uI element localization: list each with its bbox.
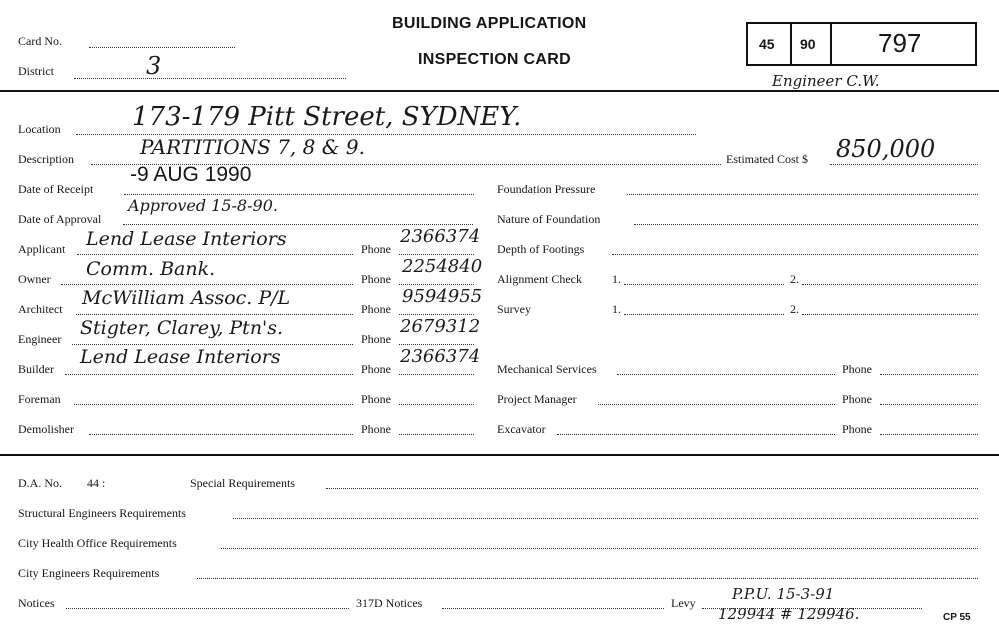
- mechanical-phone-label: Phone: [842, 362, 872, 376]
- alignment-check-1-label: 1.: [612, 272, 621, 286]
- location-value: 173-179 Pitt Street, SYDNEY.: [132, 102, 522, 132]
- architect-value: McWilliam Assoc. P/L: [82, 287, 291, 309]
- owner-phone-value: 2254840: [402, 256, 483, 277]
- excavator-line: [557, 434, 835, 435]
- title-line-2: INSPECTION CARD: [418, 51, 571, 68]
- foreman-phone-label: Phone: [361, 392, 391, 406]
- applicant-value: Lend Lease Interiors: [86, 228, 287, 250]
- form-code: CP 55: [943, 612, 971, 623]
- number-box-a-value: 45: [759, 36, 775, 52]
- city-engineers-line: [197, 578, 978, 579]
- city-health-label: City Health Office Requirements: [18, 536, 177, 550]
- builder-value: Lend Lease Interiors: [80, 346, 281, 368]
- architect-label: Architect: [18, 302, 63, 316]
- engineer-phone-line: [399, 344, 474, 345]
- builder-phone-label: Phone: [361, 362, 391, 376]
- alignment-check-1-line: [624, 284, 784, 285]
- number-box-c: [830, 22, 977, 66]
- structural-engineers-label: Structural Engineers Requirements: [18, 506, 186, 520]
- depth-footings-line: [612, 254, 978, 255]
- foreman-line: [74, 404, 353, 405]
- description-value: PARTITIONS 7, 8 & 9.: [140, 135, 365, 159]
- number-box-b-value: 90: [800, 36, 816, 52]
- levy-numbers: 129944 # 129946.: [718, 605, 860, 623]
- project-manager-line: [598, 404, 835, 405]
- levy-label: Levy: [671, 596, 696, 610]
- title-line-1: BUILDING APPLICATION: [392, 15, 587, 32]
- district-label: District: [18, 64, 54, 78]
- foundation-pressure-label: Foundation Pressure: [497, 182, 596, 196]
- date-receipt-label: Date of Receipt: [18, 182, 94, 196]
- survey-1-line: [624, 314, 784, 315]
- estimated-cost-value: 850,000: [836, 135, 936, 163]
- applicant-line: [77, 254, 353, 255]
- architect-phone-value: 9594955: [402, 286, 483, 307]
- project-manager-phone-line: [880, 404, 978, 405]
- mechanical-line: [617, 374, 835, 375]
- alignment-check-label: Alignment Check: [497, 272, 582, 286]
- section-divider: [0, 454, 999, 456]
- date-approval-label: Date of Approval: [18, 212, 102, 226]
- foreman-label: Foreman: [18, 392, 61, 406]
- description-label: Description: [18, 152, 74, 166]
- header-divider: [0, 90, 999, 92]
- owner-value: Comm. Bank.: [86, 258, 216, 280]
- architect-line: [76, 314, 353, 315]
- date-approval-line: [123, 224, 473, 225]
- engineer-label: Engineer: [18, 332, 62, 346]
- district-value: 3: [146, 52, 162, 80]
- architect-phone-label: Phone: [361, 302, 391, 316]
- applicant-phone-value: 2366374: [400, 226, 481, 247]
- builder-phone-value: 2366374: [400, 346, 481, 367]
- excavator-label: Excavator: [497, 422, 546, 436]
- district-line: [74, 78, 346, 79]
- notices-label: Notices: [18, 596, 55, 610]
- city-engineers-label: City Engineers Requirements: [18, 566, 160, 580]
- notices-317d-line: [442, 608, 664, 609]
- special-requirements-label: Special Requirements: [190, 476, 295, 490]
- owner-line: [61, 284, 353, 285]
- applicant-phone-label: Phone: [361, 242, 391, 256]
- owner-label: Owner: [18, 272, 51, 286]
- date-receipt-line: [124, 194, 474, 195]
- survey-2-label: 2.: [790, 302, 799, 316]
- number-box-a: [746, 22, 792, 66]
- project-manager-phone-label: Phone: [842, 392, 872, 406]
- nature-foundation-label: Nature of Foundation: [497, 212, 601, 226]
- date-approval-value: Approved 15-8-90.: [128, 196, 278, 215]
- number-box-c-value: 797: [878, 28, 922, 58]
- demolisher-phone-label: Phone: [361, 422, 391, 436]
- estimated-cost-label: Estimated Cost $: [726, 152, 808, 166]
- card-no-label: Card No.: [18, 34, 62, 48]
- demolisher-phone-line: [399, 434, 474, 435]
- da-no-label: D.A. No.: [18, 476, 62, 490]
- city-health-line: [221, 548, 978, 549]
- levy-value: P.P.U. 15-3-91: [732, 585, 835, 603]
- alignment-check-2-label: 2.: [790, 272, 799, 286]
- da-no-value: 44 :: [87, 476, 106, 490]
- demolisher-line: [89, 434, 353, 435]
- estimated-cost-line: [830, 164, 978, 165]
- nature-foundation-line: [634, 224, 978, 225]
- location-label: Location: [18, 122, 61, 136]
- owner-phone-label: Phone: [361, 272, 391, 286]
- structural-engineers-line: [233, 518, 978, 519]
- survey-1-label: 1.: [612, 302, 621, 316]
- alignment-check-2-line: [802, 284, 978, 285]
- notices-317d-label: 317D Notices: [356, 596, 423, 610]
- depth-footings-label: Depth of Footings: [497, 242, 585, 256]
- applicant-phone-line: [399, 254, 474, 255]
- project-manager-label: Project Manager: [497, 392, 577, 406]
- survey-label: Survey: [497, 302, 531, 316]
- engineer-line: [72, 344, 353, 345]
- special-requirements-line: [326, 488, 978, 489]
- engineer-note: Engineer C.W.: [772, 72, 880, 90]
- engineer-phone-value: 2679312: [400, 316, 481, 337]
- owner-phone-line: [399, 284, 474, 285]
- survey-2-line: [802, 314, 978, 315]
- excavator-phone-line: [880, 434, 978, 435]
- applicant-label: Applicant: [18, 242, 66, 256]
- excavator-phone-label: Phone: [842, 422, 872, 436]
- builder-label: Builder: [18, 362, 54, 376]
- engineer-value: Stigter, Clarey, Ptn's.: [80, 317, 284, 339]
- foreman-phone-line: [399, 404, 474, 405]
- architect-phone-line: [399, 314, 474, 315]
- mechanical-phone-line: [880, 374, 978, 375]
- number-box-b: [788, 22, 832, 66]
- engineer-phone-label: Phone: [361, 332, 391, 346]
- card-no-line: [89, 47, 235, 48]
- builder-phone-line: [399, 374, 474, 375]
- date-receipt-stamp: -9 AUG 1990: [130, 163, 252, 186]
- foundation-pressure-line: [627, 194, 978, 195]
- demolisher-label: Demolisher: [18, 422, 74, 436]
- builder-line: [65, 374, 353, 375]
- notices-line: [66, 608, 349, 609]
- mechanical-label: Mechanical Services: [497, 362, 597, 376]
